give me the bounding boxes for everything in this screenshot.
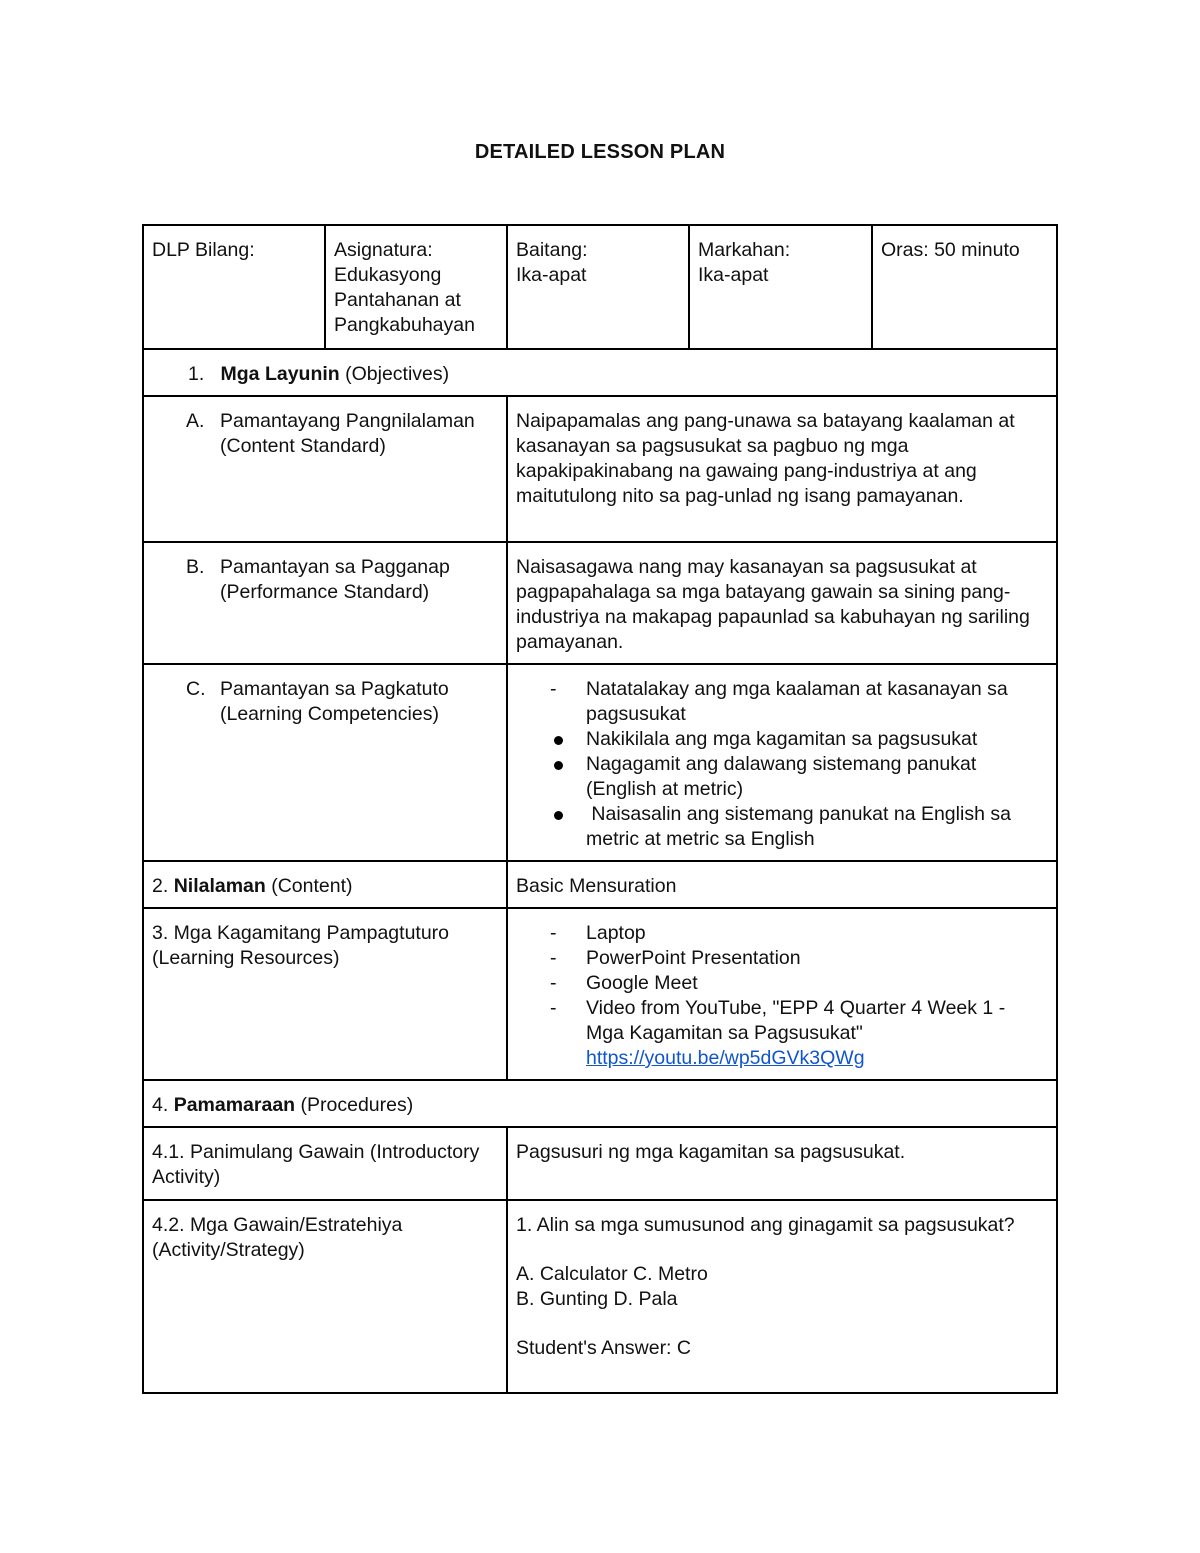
- dlp-cell: [143, 225, 325, 349]
- oras-cell: [872, 225, 1057, 349]
- baitang-cell: [507, 225, 689, 349]
- option-line: A. Calculator C. Metro: [516, 1263, 708, 1285]
- bullet-icon: [516, 727, 586, 752]
- list-item: [516, 921, 1048, 946]
- list-item: [516, 677, 1048, 727]
- introductory-activity-label: 4.1. Panimulang Gawain (Introductory Activity): [152, 1141, 480, 1188]
- procedures-heading: [143, 1080, 1057, 1127]
- learning-competencies-row: [143, 664, 1057, 861]
- dash-marker: [516, 971, 586, 996]
- objectives-number: 1.: [188, 363, 205, 385]
- competencies-list: [516, 677, 1048, 852]
- header-row: [143, 225, 1057, 349]
- content-number: 2.: [152, 875, 169, 897]
- content-standard-marker: A.: [186, 410, 205, 432]
- content-label-cell: [143, 861, 507, 908]
- student-answer: Student's Answer: C: [516, 1337, 691, 1359]
- competency-text: Naisasalin ang sistemang panukat na English sa metric at metric sa English: [586, 803, 1017, 850]
- resource-text: Laptop: [586, 922, 646, 944]
- content-row: [143, 861, 1057, 908]
- activity-strategy-value-cell: [507, 1200, 1057, 1393]
- list-item: [516, 996, 1048, 1071]
- list-item: [516, 752, 1048, 802]
- markahan-cell: [689, 225, 872, 349]
- question-text: 1. Alin sa mga sumusunod ang ginagamit sa pagsusukat?: [516, 1214, 1015, 1236]
- option-line: B. Gunting D. Pala: [516, 1288, 678, 1310]
- competency-text: Natatalakay ang mga kaalaman at kasanayan sa pagsusukat: [586, 678, 1008, 725]
- dash-marker: [516, 677, 586, 727]
- objectives-heading-row: [143, 349, 1057, 396]
- performance-standard-value-cell: [507, 542, 1057, 664]
- content-value: Basic Mensuration: [516, 875, 677, 897]
- youtube-link[interactable]: https://youtu.be/wp5dGVk3QWg: [586, 1047, 865, 1069]
- resource-text: Video from YouTube, "EPP 4 Quarter 4 Week 1 - Mga Kagamitan sa Pagsusukat": [586, 997, 1006, 1044]
- resource-text: PowerPoint Presentation: [586, 947, 801, 969]
- procedures-heading-row: [143, 1080, 1057, 1127]
- asignatura-label: Asignatura:: [334, 239, 433, 261]
- list-item: [516, 727, 1048, 752]
- list-item: [516, 802, 1048, 852]
- activity-strategy-label: 4.2. Mga Gawain/Estratehiya (Activity/Strategy): [152, 1214, 403, 1261]
- baitang-value: Ika-apat: [516, 264, 587, 286]
- performance-standard-label: Pamantayan sa Pagganap (Performance Standard): [220, 556, 450, 603]
- content-value-cell: [507, 861, 1057, 908]
- lesson-plan-table: [142, 224, 1058, 1394]
- dash-marker: [516, 946, 586, 971]
- document-title: DETAILED LESSON PLAN: [474, 141, 726, 163]
- content-standard-row: [143, 396, 1057, 542]
- dlp-label: DLP Bilang:: [152, 239, 255, 261]
- content-subtitle: (Content): [271, 875, 353, 897]
- markahan-label: Markahan:: [698, 239, 791, 261]
- learning-competencies-label-cell: [143, 664, 507, 861]
- list-item: [516, 946, 1048, 971]
- resources-list: [516, 921, 1048, 1071]
- resources-row: [143, 908, 1057, 1080]
- bullet-icon: [516, 802, 586, 852]
- performance-standard-marker: B.: [186, 556, 205, 578]
- procedures-subtitle: (Procedures): [300, 1094, 414, 1116]
- introductory-activity-label-cell: [143, 1127, 507, 1200]
- content-standard-label: Pamantayang Pangnilalaman (Content Standard): [220, 410, 475, 457]
- objectives-heading: [143, 349, 1057, 396]
- activity-strategy-row: [143, 1200, 1057, 1393]
- baitang-label: Baitang:: [516, 239, 588, 261]
- content-standard-value-cell: [507, 396, 1057, 542]
- bullet-icon: [516, 752, 586, 802]
- markahan-value: Ika-apat: [698, 264, 769, 286]
- performance-standard-row: [143, 542, 1057, 664]
- performance-standard-label-cell: [143, 542, 507, 664]
- introductory-activity-value-cell: [507, 1127, 1057, 1200]
- objectives-title: Mga Layunin: [220, 363, 340, 385]
- learning-competencies-label: Pamantayan sa Pagkatuto (Learning Competencies): [220, 678, 449, 725]
- objectives-subtitle: (Objectives): [345, 363, 450, 385]
- learning-competencies-list-cell: [507, 664, 1057, 861]
- activity-strategy-label-cell: [143, 1200, 507, 1393]
- resources-label: 3. Mga Kagamitang Pampagtuturo (Learning Resources): [152, 922, 450, 969]
- resources-label-cell: [143, 908, 507, 1080]
- performance-standard-value: Naisasagawa nang may kasanayan sa pagsusukat at pagpapahalaga sa mga batayang gawain sa sining pang-industriya na makapag papaunlad sa kabuhayan ng sariling pamayanan.: [516, 556, 1030, 653]
- competency-text: Nakikilala ang mga kagamitan sa pagsusukat: [586, 728, 978, 750]
- content-standard-value: Naipapamalas ang pang-unawa sa batayang kaalaman at kasanayan sa pagsusukat sa pagbuo ng mga kapakipakinabang na gawaing pang-industriya at ang maitutulong nito sa pag-unlad ng isang pamayanan.: [516, 410, 1015, 507]
- oras-label: Oras: 50 minuto: [881, 239, 1020, 261]
- content-title: Nilalaman: [173, 875, 266, 897]
- dash-marker: [516, 921, 586, 946]
- dash-marker: [516, 996, 586, 1071]
- resource-text: Google Meet: [586, 972, 698, 994]
- introductory-activity-row: [143, 1127, 1057, 1200]
- introductory-activity-value: Pagsusuri ng mga kagamitan sa pagsusukat.: [516, 1141, 906, 1163]
- asignatura-cell: [325, 225, 507, 349]
- list-item: [516, 971, 1048, 996]
- procedures-number: 4.: [152, 1094, 169, 1116]
- competency-text: Nagagamit ang dalawang sistemang panukat (English at metric): [586, 753, 977, 800]
- asignatura-value: Edukasyong Pantahanan at Pangkabuhayan: [334, 264, 475, 336]
- content-standard-label-cell: [143, 396, 507, 542]
- procedures-title: Pamamaraan: [173, 1094, 296, 1116]
- learning-competencies-marker: C.: [186, 678, 206, 700]
- resources-list-cell: [507, 908, 1057, 1080]
